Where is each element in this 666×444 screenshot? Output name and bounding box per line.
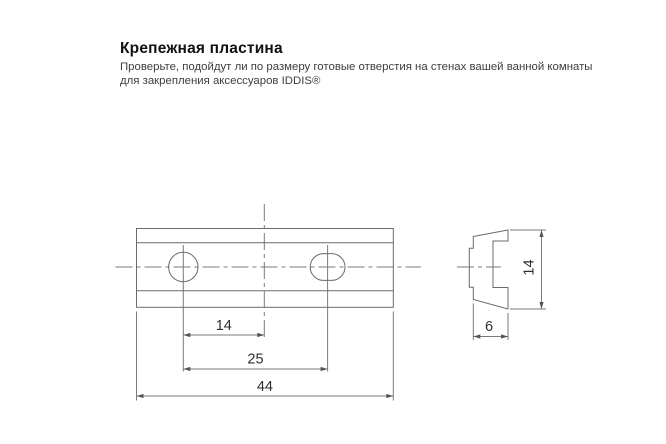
page-title: Крепежная пластина <box>120 40 283 57</box>
dimension-overall-depth <box>473 304 508 341</box>
plate-outline <box>137 229 394 308</box>
front-view <box>116 204 422 401</box>
arrowhead-left <box>137 394 144 398</box>
dim-label-overall-height: 14 <box>521 259 538 276</box>
dim-label-overall-width: 44 <box>256 379 273 395</box>
arrowhead-right <box>257 333 264 337</box>
dimension-overall-width <box>137 379 394 398</box>
dim-label-hole-to-centerline: 14 <box>215 318 232 334</box>
arrowhead-left <box>183 333 190 337</box>
dimension-overall-height <box>510 230 546 309</box>
arrowhead-top <box>539 230 543 237</box>
page-description <box>120 61 592 89</box>
description-line-2: для закрепления аксессуаров IDDIS® <box>120 74 321 87</box>
dimension-hole-spacing <box>183 352 327 372</box>
arrowhead-right <box>321 367 328 371</box>
dim-label-overall-depth: 6 <box>484 319 494 335</box>
arrowhead-right <box>386 394 393 398</box>
profile-outline <box>469 230 508 309</box>
side-view <box>457 230 546 340</box>
description-line-1: Проверьте, подойдут ли по размеру готовые отверстия на стенах вашей ванной комнаты <box>120 61 593 73</box>
arrowhead-left <box>473 334 480 338</box>
dim-label-hole-spacing: 25 <box>247 351 264 368</box>
arrowhead-bottom <box>539 302 543 309</box>
arrowhead-right <box>501 334 508 338</box>
arrowhead-left <box>183 367 190 371</box>
dimension-hole-to-centerline <box>183 318 264 337</box>
